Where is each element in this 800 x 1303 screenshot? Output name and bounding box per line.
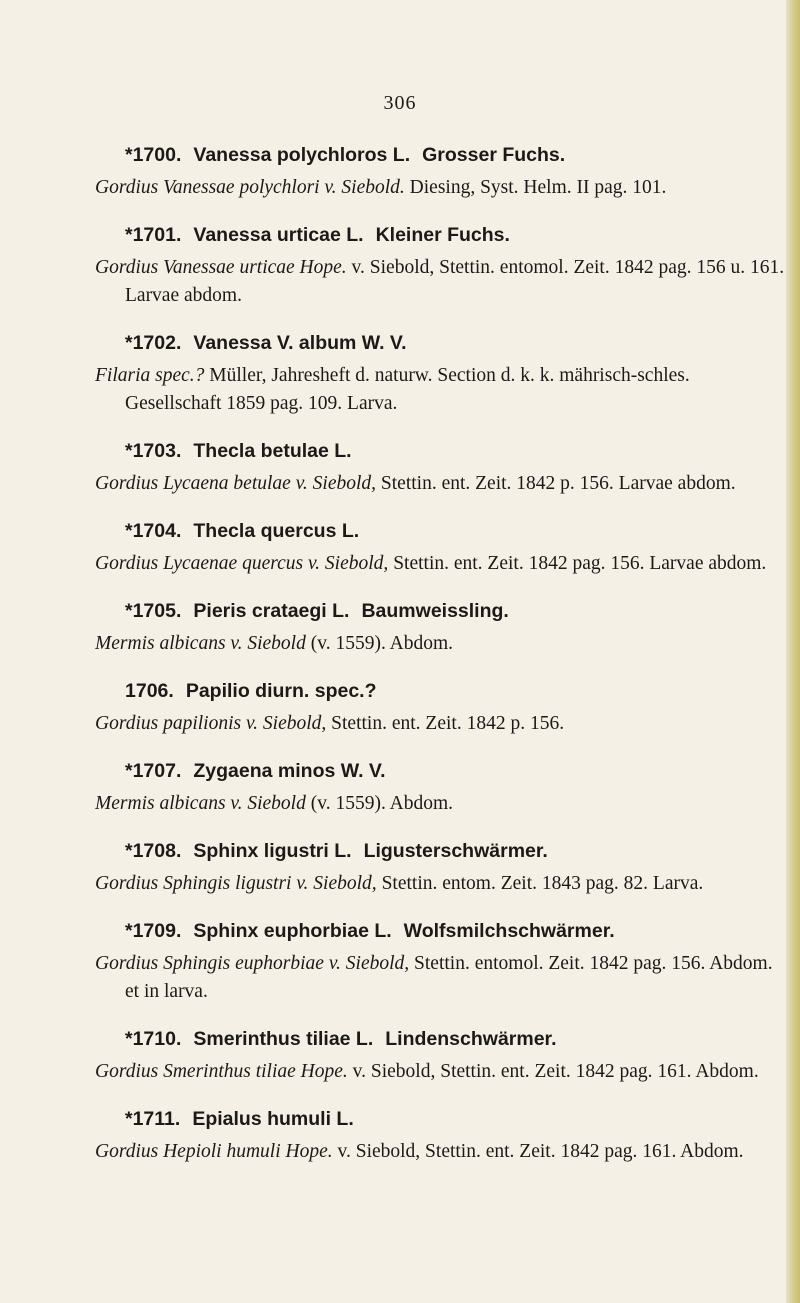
parasite-name: Mermis albicans v. Siebold [95,793,306,814]
entry-description [95,790,785,818]
entry-heading [95,598,785,624]
entry-number: *1705. [125,600,182,622]
entry [95,598,785,658]
page-edge [786,0,800,1303]
parasite-name: Gordius Sphingis euphorbiae v. Siebold, [95,953,410,974]
entry-description [95,362,785,418]
entry [95,918,785,1006]
host-name: Zygaena minos W. V. [193,760,386,782]
entry [95,142,785,202]
entry-list [95,142,785,1186]
entry [95,222,785,310]
reference: (v. 1559). Abdom. [310,793,454,814]
entry-description [95,630,785,658]
entry-description [95,470,785,498]
entry-number: *1710. [125,1028,182,1050]
entry-heading [95,222,785,248]
entry-number: *1707. [125,760,182,782]
reference: Stettin. entomol. Zeit. 1842 pag. 156. Abdom. et in larva. [125,953,773,1002]
common-name: Kleiner Fuchs. [375,224,510,246]
parasite-name: Gordius Lycaena betulae v. Siebold, [95,473,377,494]
reference: Diesing, Syst. Helm. II pag. 101. [409,177,667,198]
reference: (v. 1559). Abdom. [310,633,454,654]
entry [95,1026,785,1086]
parasite-name: Mermis albicans v. Siebold [95,633,306,654]
reference: Stettin. ent. Zeit. 1842 pag. 156. Larvae abdom. [393,553,767,574]
parasite-name: Gordius Lycaenae quercus v. Siebold, [95,553,389,574]
host-name: Pieris crataegi L. [193,600,350,622]
page-number: 306 [383,92,417,114]
entry-number: *1702. [125,332,182,354]
entry-heading [95,918,785,944]
entry-number: *1703. [125,440,182,462]
entry-heading [95,438,785,464]
entry-description [95,710,785,738]
entry-heading [95,758,785,784]
parasite-name: Gordius Smerinthus tiliae Hope. [95,1061,348,1082]
entry-heading [95,1106,785,1132]
common-name: Baumweissling. [361,600,509,622]
host-name: Sphinx ligustri L. [193,840,352,862]
entry-number: *1704. [125,520,182,542]
host-name: Papilio diurn. spec.? [185,680,377,702]
host-name: Vanessa polychloros L. [193,144,411,166]
entry [95,678,785,738]
host-name: Vanessa V. album W. V. [193,332,407,354]
parasite-name: Gordius Vanessae urticae Hope. [95,257,347,278]
reference: v. Siebold, Stettin. entomol. Zeit. 1842 pag. 156 u. 161. Larvae abdom. [125,257,785,306]
entry-heading [95,838,785,864]
entry [95,758,785,818]
reference: Stettin. ent. Zeit. 1842 p. 156. Larvae abdom. [380,473,736,494]
parasite-name: Filaria spec.? [95,365,205,386]
entry-heading [95,330,785,356]
common-name: Wolfsmilchschwärmer. [403,920,615,942]
entry-description [95,1138,785,1166]
entry-description [95,950,785,1006]
entry [95,438,785,498]
entry-description [95,254,785,310]
host-name: Vanessa urticae L. [193,224,364,246]
entry [95,330,785,418]
entry-heading [95,518,785,544]
entry-description [95,550,785,578]
entry-heading [95,142,785,168]
reference: Müller, Jahresheft d. naturw. Section d. k. k. mährisch-schles. Gesellschaft 1859 pag. 109. Larva. [125,365,690,414]
entry-heading [95,1026,785,1052]
common-name: Grosser Fuchs. [422,144,566,166]
host-name: Sphinx euphorbiae L. [193,920,392,942]
host-name: Thecla betulae L. [193,440,352,462]
reference: Stettin. ent. Zeit. 1842 p. 156. [331,713,565,734]
entry-number: *1708. [125,840,182,862]
common-name: Lindenschwärmer. [385,1028,557,1050]
entry [95,838,785,898]
entry-number: *1709. [125,920,182,942]
entry-number: 1706. [125,680,174,702]
entry-heading [95,678,785,704]
entry-description [95,870,785,898]
reference: v. Siebold, Stettin. ent. Zeit. 1842 pag. 161. Abdom. [352,1061,759,1082]
parasite-name: Gordius Vanessae polychlori v. Siebold. [95,177,405,198]
entry [95,1106,785,1166]
entry-description [95,174,785,202]
parasite-name: Gordius Hepioli humuli Hope. [95,1141,333,1162]
reference: v. Siebold, Stettin. ent. Zeit. 1842 pag. 161. Abdom. [337,1141,744,1162]
entry-number: *1711. [125,1108,181,1130]
host-name: Smerinthus tiliae L. [193,1028,374,1050]
host-name: Epialus humuli L. [192,1108,354,1130]
entry-number: *1701. [125,224,182,246]
common-name: Ligusterschwärmer. [363,840,548,862]
reference: Stettin. entom. Zeit. 1843 pag. 82. Larva. [381,873,704,894]
entry-number: *1700. [125,144,182,166]
parasite-name: Gordius papilionis v. Siebold, [95,713,327,734]
host-name: Thecla quercus L. [193,520,360,542]
entry [95,518,785,578]
parasite-name: Gordius Sphingis ligustri v. Siebold, [95,873,377,894]
entry-description [95,1058,785,1086]
